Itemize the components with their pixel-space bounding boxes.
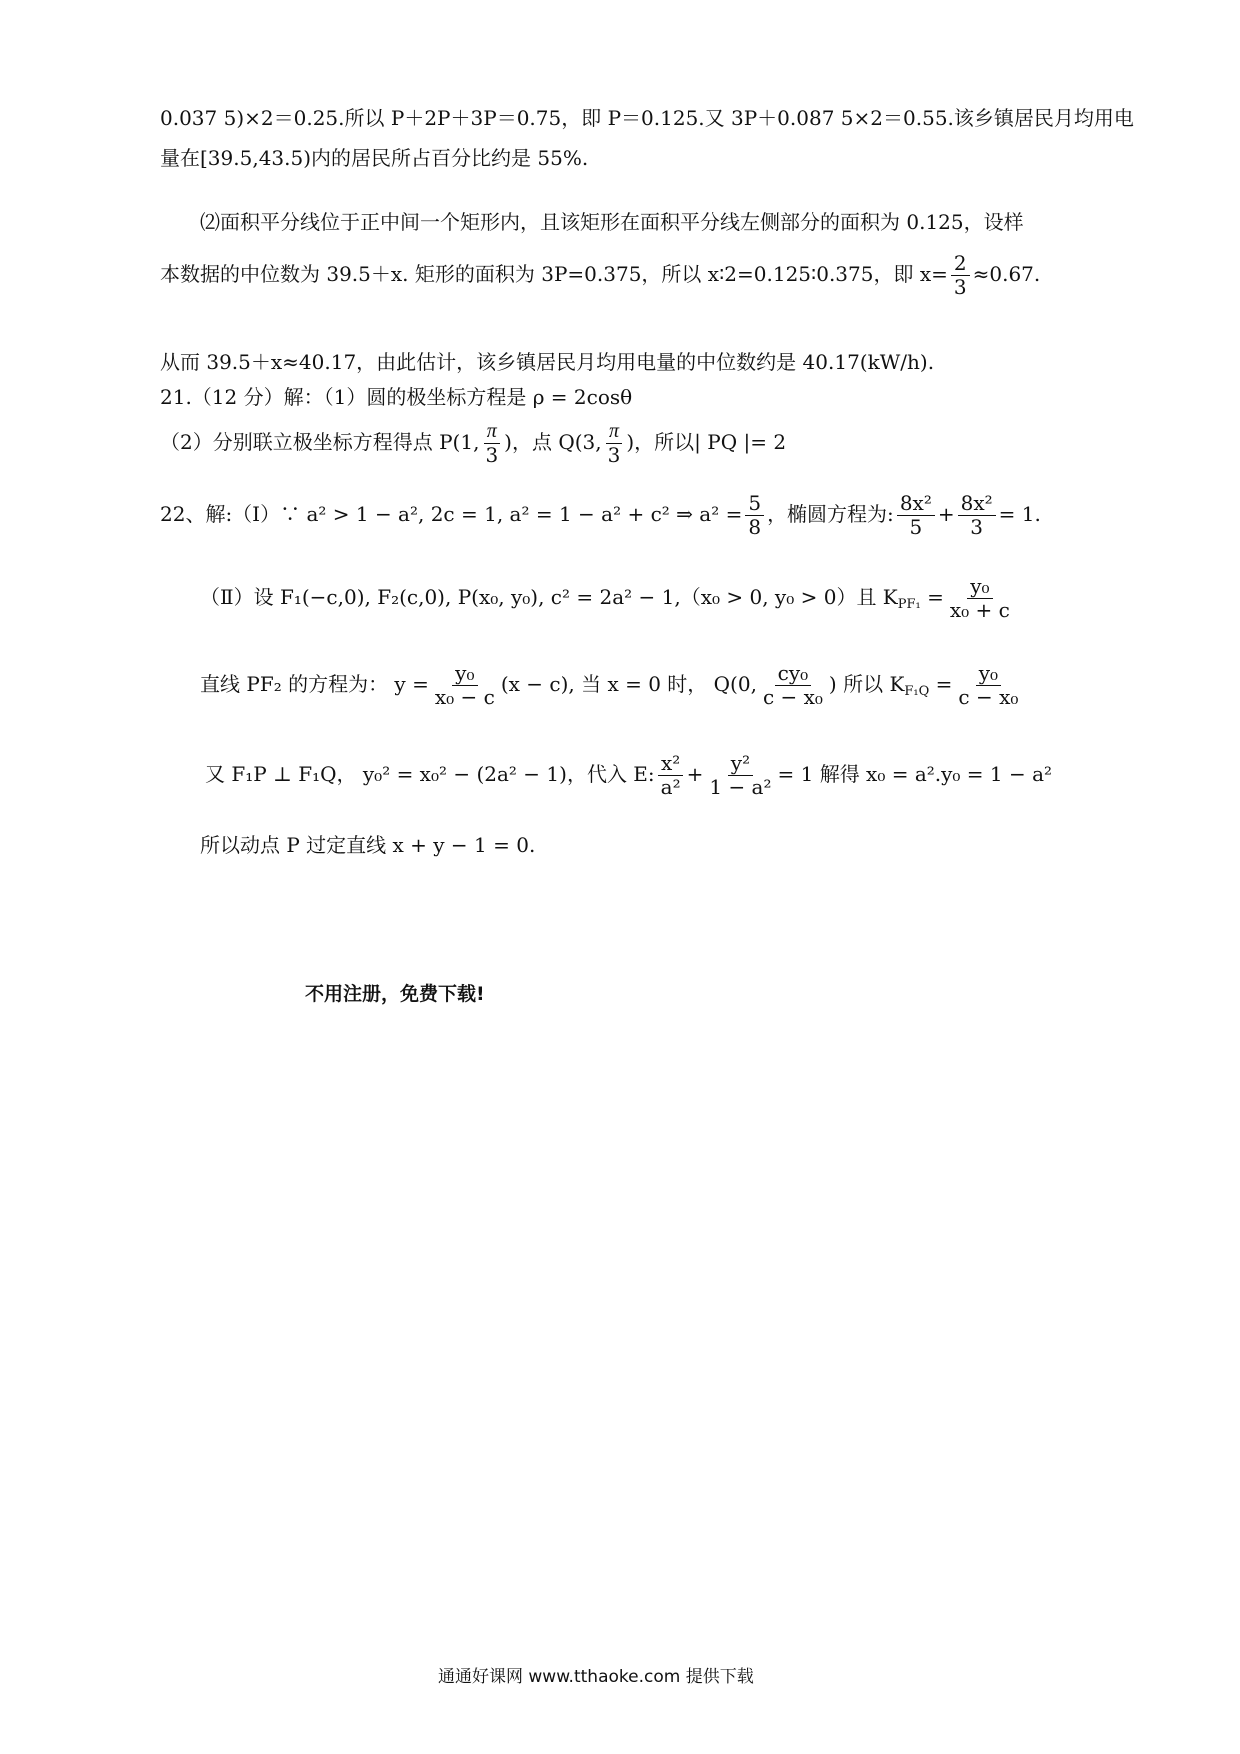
page-footer: 通通好课网 www.tthaoke.com 提供下载 bbox=[438, 1667, 754, 1687]
text-run: )，所以| PQ |= 2 bbox=[626, 430, 787, 454]
fraction-numerator: π bbox=[484, 420, 500, 444]
fraction bbox=[745, 492, 764, 539]
fraction bbox=[482, 420, 501, 467]
fraction bbox=[706, 752, 774, 799]
fraction bbox=[951, 252, 970, 299]
fraction-numerator: 2 bbox=[951, 252, 970, 276]
fraction-denominator: 3 bbox=[970, 515, 983, 539]
fraction bbox=[947, 575, 1013, 622]
fraction-numerator: 8x² bbox=[958, 492, 996, 516]
text-run: + bbox=[686, 762, 704, 786]
fraction-denominator: 8 bbox=[748, 515, 762, 539]
text-run: ，椭圆方程为: bbox=[767, 502, 894, 526]
fraction bbox=[958, 492, 996, 539]
paragraph-line bbox=[160, 252, 1040, 299]
fraction-denominator: 3 bbox=[607, 443, 621, 467]
question-21-line: 21.（12 分）解：（1）圆的极坐标方程是 ρ = 2cosθ bbox=[160, 385, 633, 409]
fraction-denominator: 1 − a² bbox=[709, 775, 772, 799]
fraction-denominator: c − x₀ bbox=[958, 685, 1019, 709]
text-run: (x − c), 当 x = 0 时， Q(0, bbox=[500, 672, 757, 696]
fraction-numerator: 8x² bbox=[897, 492, 935, 516]
fraction-numerator: y₀ bbox=[976, 662, 1001, 686]
fraction-denominator: x₀ − c bbox=[434, 685, 495, 709]
fraction bbox=[955, 662, 1021, 709]
fraction-numerator: cy₀ bbox=[775, 662, 812, 686]
text-run: = bbox=[935, 672, 953, 696]
fraction-numerator: π bbox=[606, 420, 622, 444]
text-run: ) 所以 K bbox=[828, 672, 905, 696]
fraction bbox=[432, 662, 498, 709]
text-run: 22、解:（Ⅰ）∵ a² > 1 − a², 2c = 1, a² = 1 − a² + c² ⇒ a² = bbox=[160, 502, 743, 526]
text-run: 直线 PF₂ 的方程为： y = bbox=[200, 672, 429, 696]
subscript: PF₁ bbox=[897, 597, 921, 612]
question-22-line bbox=[205, 752, 1052, 799]
fraction bbox=[760, 662, 826, 709]
text-run: 又 F₁P ⊥ F₁Q， y₀² = x₀² − (2a² − 1)，代入 E: bbox=[205, 762, 655, 786]
fraction-numerator: x² bbox=[658, 752, 683, 776]
fraction bbox=[897, 492, 935, 539]
fraction-numerator: y₀ bbox=[452, 662, 477, 686]
text-run: （Ⅱ）设 F₁(−c,0), F₂(c,0), P(x₀, y₀), c² = 2a² − 1,（x₀ > 0, y₀ > 0）且 K bbox=[200, 585, 898, 609]
question-21-line bbox=[160, 420, 786, 467]
text-run: + bbox=[937, 502, 955, 526]
text-run: ≈0.67. bbox=[972, 262, 1041, 286]
fraction-denominator: 3 bbox=[953, 275, 967, 299]
fraction-denominator: 5 bbox=[909, 515, 923, 539]
paragraph-line: ⑵面积平分线位于正中间一个矩形内，且该矩形在面积平分线左侧部分的面积为 0.125，设样 bbox=[200, 210, 1024, 234]
text-run: = 1 解得 x₀ = a².y₀ = 1 − a² bbox=[777, 762, 1053, 786]
fraction-numerator: y² bbox=[728, 752, 753, 776]
promo-text: 不用注册，免费下载! bbox=[305, 983, 485, 1005]
paragraph-line: 量在[39.5,43.5)内的居民所占百分比约是 55%. bbox=[160, 146, 589, 170]
question-22-line bbox=[200, 575, 1016, 622]
fraction-numerator: y₀ bbox=[967, 575, 992, 599]
text-run: = 1. bbox=[998, 502, 1041, 526]
text-run: )，点 Q(3, bbox=[504, 430, 602, 454]
fraction-denominator: c − x₀ bbox=[762, 685, 823, 709]
question-22-line bbox=[160, 492, 1041, 539]
subscript: F₁Q bbox=[904, 684, 930, 699]
fraction-denominator: x₀ + c bbox=[949, 598, 1010, 622]
text-run: = bbox=[927, 585, 944, 609]
question-22-line: 所以动点 P 过定直线 x + y − 1 = 0. bbox=[200, 833, 536, 857]
text-run: （2）分别联立极坐标方程得点 P(1, bbox=[160, 430, 480, 454]
fraction bbox=[605, 420, 624, 467]
fraction-denominator: a² bbox=[660, 775, 681, 799]
paragraph-line: 从而 39.5＋x≈40.17，由此估计，该乡镇居民月均用电量的中位数约是 40.17(kW/h). bbox=[160, 350, 935, 374]
fraction-denominator: 3 bbox=[485, 443, 499, 467]
paragraph-line: 0.037 5)×2＝0.25.所以 P＋2P＋3P＝0.75，即 P＝0.125.又 3P＋0.087 5×2＝0.55.该乡镇居民月均用电 bbox=[160, 106, 1134, 130]
text-run: 本数据的中位数为 39.5＋x. 矩形的面积为 3P=0.375，所以 x∶2=0.125∶0.375，即 x= bbox=[160, 262, 948, 286]
fraction-numerator: 5 bbox=[745, 492, 764, 516]
fraction bbox=[658, 752, 684, 799]
question-22-line bbox=[200, 662, 1024, 709]
